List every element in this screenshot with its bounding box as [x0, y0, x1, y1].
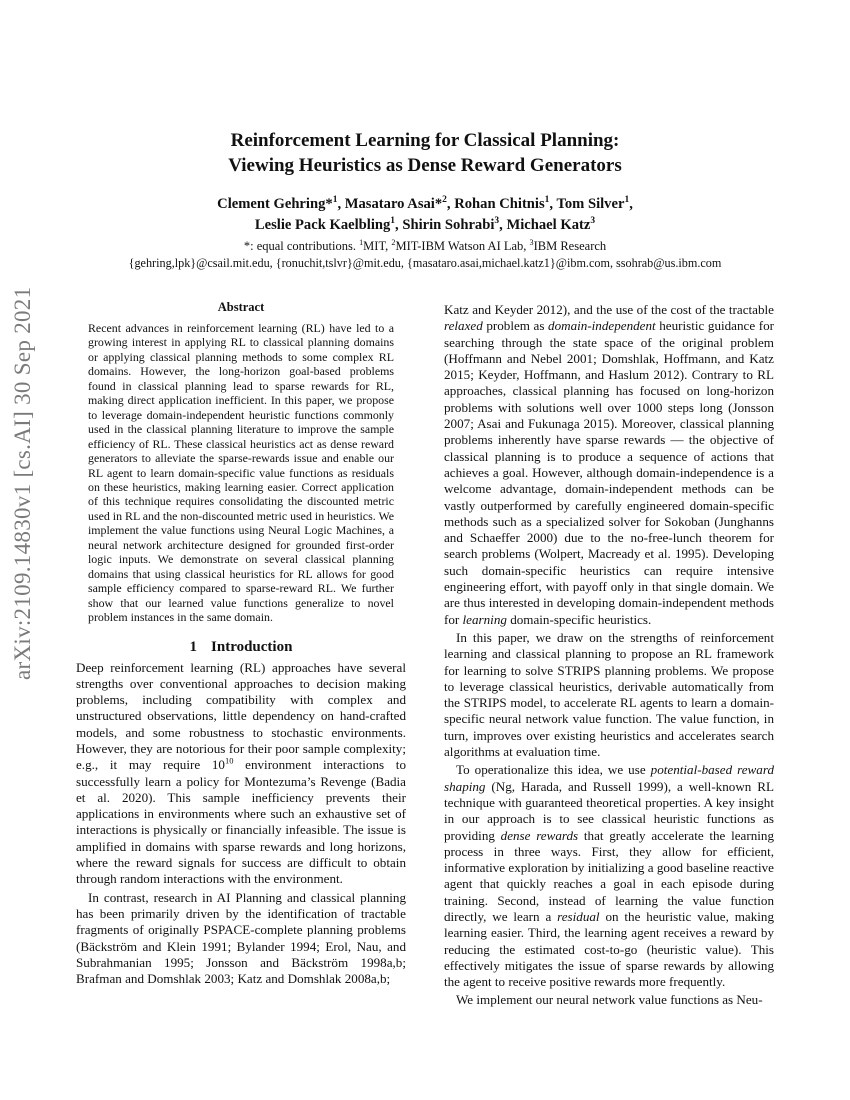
intro-paragraph-2: In contrast, research in AI Planning and classical planning has been primarily driven by the identification of tractable fragments of originally PSPACE-complete planning problems (Bäckström and Klein 1991; Bylander 1994; Erol, Nau, and Subrahmanian 1995; Jonsson and Bäckström 1998a,b; Brafman and Domshlak 2003; Katz and Domshlak 2008a,b; [76, 889, 406, 987]
author-name: Clement Gehring* [217, 196, 333, 212]
math-exponent: 10 [224, 755, 234, 766]
right-paragraph-3 [444, 762, 774, 990]
text-run: that greatly accelerate the learning process in three ways. First, they allow for efficient, informative exploration by initializing a good baseline reactive agent that quickly reaches a goal in each episode during training. Second, instead of learning the value function directly, we learn a [444, 827, 774, 924]
abstract-text: Recent advances in reinforcement learning (RL) have led to a growing interest in applying RL to classical planning domains or applying classical planning methods to some complex RL domains. However, the long-horizon goal-based problems found in classical planning lead to sparse rewards for RL, making direct application inefficient. In this paper, we propose to leverage domain-independent heuristic functions commonly used in the classical planning literature to improve the sample efficiency of RL. These classical heuristics act as dense reward generators to alleviate the sparse-rewards issue and enable our RL agent to learn domain-specific value functions as residuals on these heuristics, making learning easier. Correct application of this technique requires consolidating the discounted metric used in RL and the non-discounted metric used in heuristics. We implement the value functions using Neural Logic Machines, a neural network architecture designed for grounded first-order logic inputs. We demonstrate on several classical planning domains that using classical heuristics for RL allows for good sample efficiency compared to sparse-reward RL. We further show that our learned value functions generalize to novel problem instances in the same domain. [88, 321, 394, 625]
paper-title [0, 128, 850, 178]
arxiv-side-stamp: arXiv:2109.14830v1 [cs.AI] 30 Sep 2021 [10, 286, 35, 680]
paper-header [0, 128, 850, 271]
right-column [444, 302, 774, 1009]
author-name: Tom Silver [556, 196, 625, 212]
title-line-1: Reinforcement Learning for Classical Planning: [230, 130, 620, 151]
emphasis-dense-rewards: dense rewards [500, 827, 579, 843]
affiliation-mark: 3 [529, 237, 534, 247]
section-heading-introduction [76, 639, 406, 656]
text-run: Katz and Keyder 2012), and the use of the cost of the tractable [444, 302, 774, 317]
author-line-1: Clement Gehring*$^1$, Masataro Asai*$^2$, Rohan Chitnis$^1$, Tom Silver$^1$, [217, 195, 633, 212]
text-run: To operationalize this idea, we use [456, 762, 651, 778]
section-number: 1 [189, 638, 198, 655]
affiliation-ibm-research: IBM Research [533, 239, 607, 253]
text-run: (Ng, Harada, and Russell 1999), a well-known RL technique with guaranteed theoretical properties. A key insight in our approach is to see classical heuristic functions as providing [444, 778, 774, 843]
text-run: problem as [482, 318, 549, 334]
section-title: Introduction [211, 638, 293, 655]
abstract-heading: Abstract [217, 300, 265, 314]
equal-contribution-note: *: equal contributions. [243, 239, 360, 253]
right-paragraph-1 [444, 302, 774, 628]
emphasis-relaxed: relaxed [444, 318, 483, 334]
affiliations [0, 238, 850, 255]
author-name: Shirin Sohrabi [402, 217, 495, 233]
text-run: Deep reinforcement learning (RL) approaches have several strengths over conventional approaches to decision making problems, including compatibility with complex and unstructured observations, little dependency on hand-crafted models, and some robustness to stochastic environments. However, they are notorious for their poor sample complexity; e.g., it may require [76, 659, 406, 773]
author-line-2: Leslie Pack Kaelbling$^1$, Shirin Sohrabi$^3$, Michael Katz$^3$ [254, 216, 596, 233]
author-name: Rohan Chitnis [454, 196, 545, 212]
affiliation-mark: 2 [442, 195, 447, 206]
text-run: on the heuristic value, making learning easier. Third, the learning agent receives a reward by reducing the estimated cost-to-go (heuristic value). This effectively mitigates the issue of sparse rewards by allowing the agent to receive positive rewards more frequently. [444, 908, 774, 990]
right-paragraph-4: We implement our neural network value functions as Neu- [456, 992, 763, 1008]
text-run: environment interactions to successfully learn a policy for Montezuma’s Revenge (Badia et al. 2020). This sample inefficiency prevents their applications in environments where such an exhaustive set of interactions is physically or financially infeasible. The issue is amplified in domains with sparse rewards and long horizons, where the reward signals for success are difficult to obtain through random interactions with the environment. [76, 757, 406, 887]
left-column [76, 300, 406, 987]
author-list [0, 194, 850, 236]
affiliation-mark: 1 [359, 237, 364, 247]
emphasis-learning: learning [462, 611, 507, 627]
author-name: Michael Katz [506, 217, 591, 233]
emphasis-domain-independent: domain-independent [548, 318, 656, 334]
title-line-2: Viewing Heuristics as Dense Reward Generators [228, 155, 622, 176]
author-name: Masataro Asai* [344, 196, 443, 212]
text-run: heuristic guidance for searching through the state space of the original problem (Hoffmann and Nebel 2001; Domshlak, Hoffmann, and Katz 2015; Keyder, Hoffmann, and Haslum 2012). Contrary to RL approaches, classical planning has focused on long-horizon problems with solutions well over 1000 steps long (Jonsson 2007; Asai and Fukunaga 2015). Moreover, classical planning problems inherently have sparse rewards — the objective of classical planning is to produce a sequence of actions that achieves a goal. However, although domain-independence is a welcome advantage, domain-independent methods can be vastly outperformed by carefully engineered domain-specific methods such as a specialized solver for Sokoban (Junghanns and Schaeffer 2000) due to the no-free-lunch theorem for search problems (Wolpert, Macready et al. 1995). Developing such domain-specific heuristics can require intensive engineering effort, with payoff only in that single domain. We are thus interested in developing domain-independent methods for [444, 318, 774, 627]
text-run: domain-specific heuristics. [506, 611, 652, 627]
affiliation-mark: 1 [390, 216, 396, 227]
affiliation-mark: 3 [590, 216, 596, 227]
affiliation-mark: 1 [544, 195, 550, 206]
author-emails: {gehring,lpk}@csail.mit.edu, {ronuchit,tslvr}@mit.edu, {masataro.asai,michael.katz1}@ibm.com, ssohrab@us.ibm.com [128, 256, 722, 270]
affiliation-mark: 2 [391, 237, 396, 247]
affiliation-mit: MIT, [363, 239, 392, 253]
affiliation-mark: 3 [494, 216, 500, 227]
affiliation-mark: 1 [332, 195, 338, 206]
author-name: Leslie Pack Kaelbling [254, 217, 391, 233]
affiliation-ibm-watson: MIT-IBM Watson AI Lab, [395, 239, 530, 253]
emphasis-potential-based-reward-shaping: potential-based reward shaping [444, 762, 774, 794]
emphasis-residual: residual [557, 908, 600, 924]
right-paragraph-2: In this paper, we draw on the strengths of reinforcement learning and classical planning to propose an RL framework for learning to solve STRIPS planning problems. We propose to leverage classical heuristics, derivable automatically from the STRIPS model, to accelerate RL agents to learn a domain-specific neural network value function. The value function, in turn, improves over existing heuristics and accelerates search algorithms at evaluation time. [444, 629, 774, 760]
math-base: 10 [211, 757, 225, 773]
affiliation-mark: 1 [624, 195, 630, 206]
intro-paragraph-1 [76, 660, 406, 888]
